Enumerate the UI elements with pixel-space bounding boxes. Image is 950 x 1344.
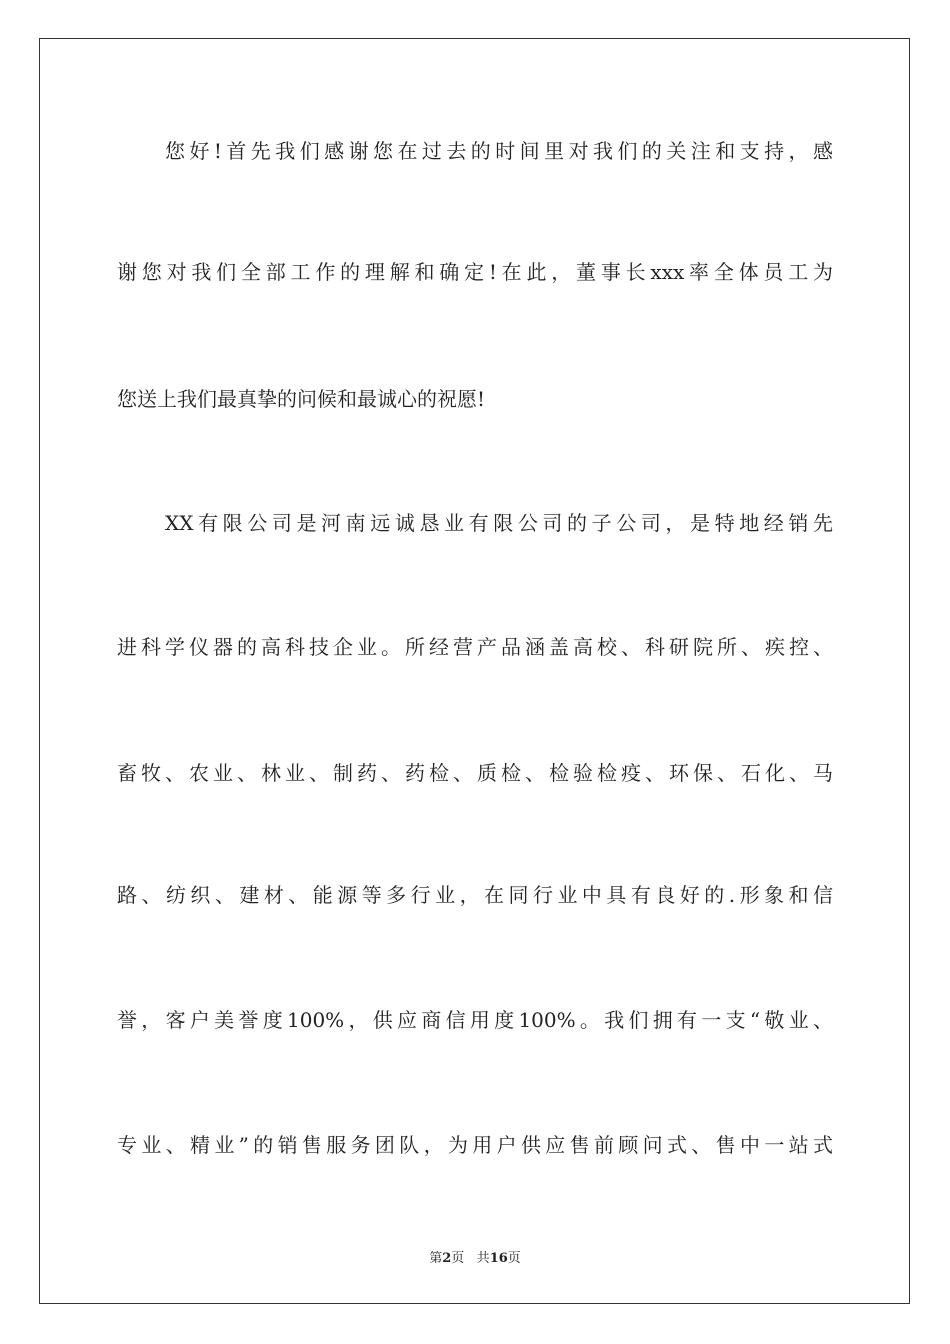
footer-total-prefix: 共: [476, 1251, 490, 1266]
paragraph-2-line-6: 专业、精业”的销售服务团队，为用户供应售前顾问式、售中一站式: [117, 1133, 833, 1157]
paragraph-2-line-4: 路、纺织、建材、能源等多行业，在同行业中具有良好的.形象和信: [117, 883, 833, 907]
paragraph-1-line-3: 您送上我们最真挚的问候和最诚心的祝愿!: [117, 387, 486, 411]
paragraph-2-line-1: XX有限公司是河南远诚恳业有限公司的子公司，是特地经销先: [165, 511, 833, 535]
paragraph-1-line-2: 谢您对我们全部工作的理解和确定!在此，董事长xxx率全体员工为: [117, 260, 833, 284]
footer-page-prefix: 第: [429, 1251, 443, 1266]
footer-page-total: 16: [489, 1251, 508, 1266]
paragraph-2-line-5: 誉，客户美誉度100%，供应商信用度100%。我们拥有一支“敬业、: [117, 1008, 833, 1032]
footer-page-unit: 页: [451, 1251, 465, 1266]
paragraph-2-line-3: 畜牧、农业、林业、制药、药检、质检、检验检疫、环保、石化、马: [117, 761, 833, 785]
page-footer: [0, 1247, 950, 1266]
paragraph-2-line-2: 进科学仪器的高科技企业。所经营产品涵盖高校、科研院所、疾控、: [117, 635, 833, 659]
page-border: [39, 38, 910, 1304]
footer-page-current: 2: [442, 1251, 452, 1266]
paragraph-1-line-1: 您好!首先我们感谢您在过去的时间里对我们的关注和支持，感: [165, 139, 833, 163]
footer-total-unit: 页: [507, 1251, 521, 1266]
